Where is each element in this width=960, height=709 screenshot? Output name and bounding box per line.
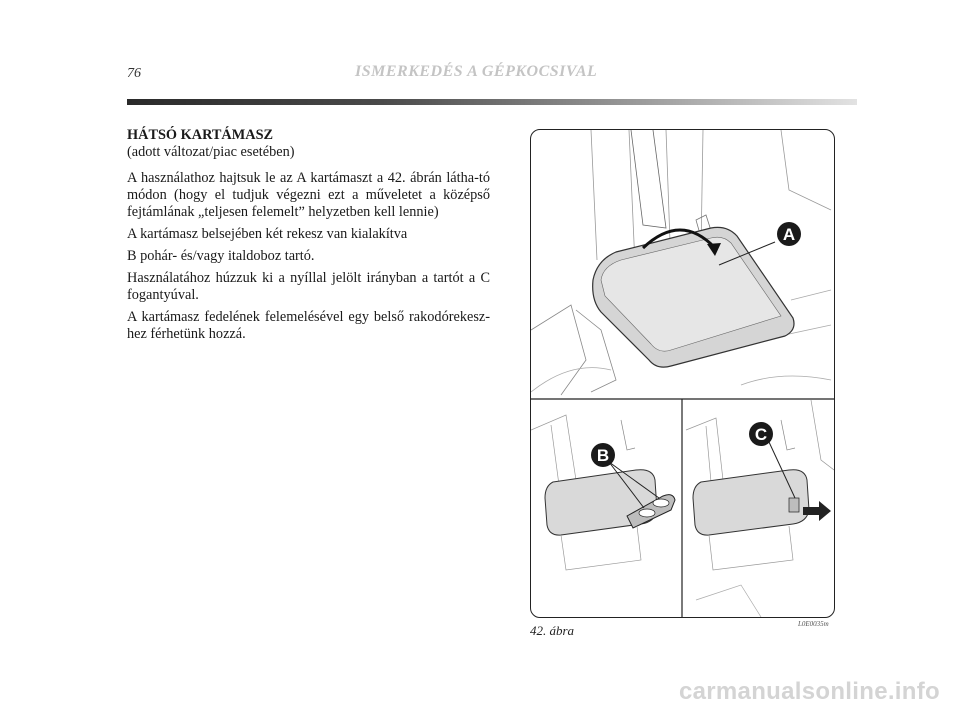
callout-c-letter: C [754,425,768,444]
callout-b-letter: B [596,446,610,465]
paragraph-2: A kartámasz belsejében két rekesz van kialakítva [127,226,408,242]
armrest-a-shape [593,227,794,367]
callout-a-letter: A [782,225,796,244]
callout-b [591,443,615,467]
panel-cupholder [531,415,675,570]
text-column [127,127,490,348]
paragraph-5: A kartámasz fedelének felemelésével egy belső rakodórekesz-hez férhetünk hozzá. [127,309,490,342]
section-title: HÁTSÓ KARTÁMASZ [127,127,274,143]
paragraph-3: B pohár- és/vagy italdoboz tartó. [127,248,315,264]
callout-c [749,422,773,446]
watermark: carmanualsonline.info [678,678,940,705]
header-title: ISMERKEDÉS A GÉPKOCSIVAL [355,63,598,80]
figure-caption: 42. ábra [530,623,575,638]
page-number: 76 [127,66,141,81]
armrest-illustration [530,129,835,618]
header-rule [127,99,857,105]
paragraph-4: Használatához húzzuk ki a nyíllal jelölt irányban a tartót a C fogantyúval. [127,270,490,303]
illustration-drawing [531,130,834,617]
section-subtitle: (adott változat/piac esetében) [127,144,295,160]
figure-code: L0E0035m [798,620,829,628]
paragraph-1: A használathoz hajtsuk le az A kartámaszt a 42. ábrán látha-tó módon (hogy el tudjuk végezni ezt a műveletet a középső fejtámlának „teljesen felemelt” helyzetben kell lennie) [127,170,490,220]
callout-a [777,222,801,246]
